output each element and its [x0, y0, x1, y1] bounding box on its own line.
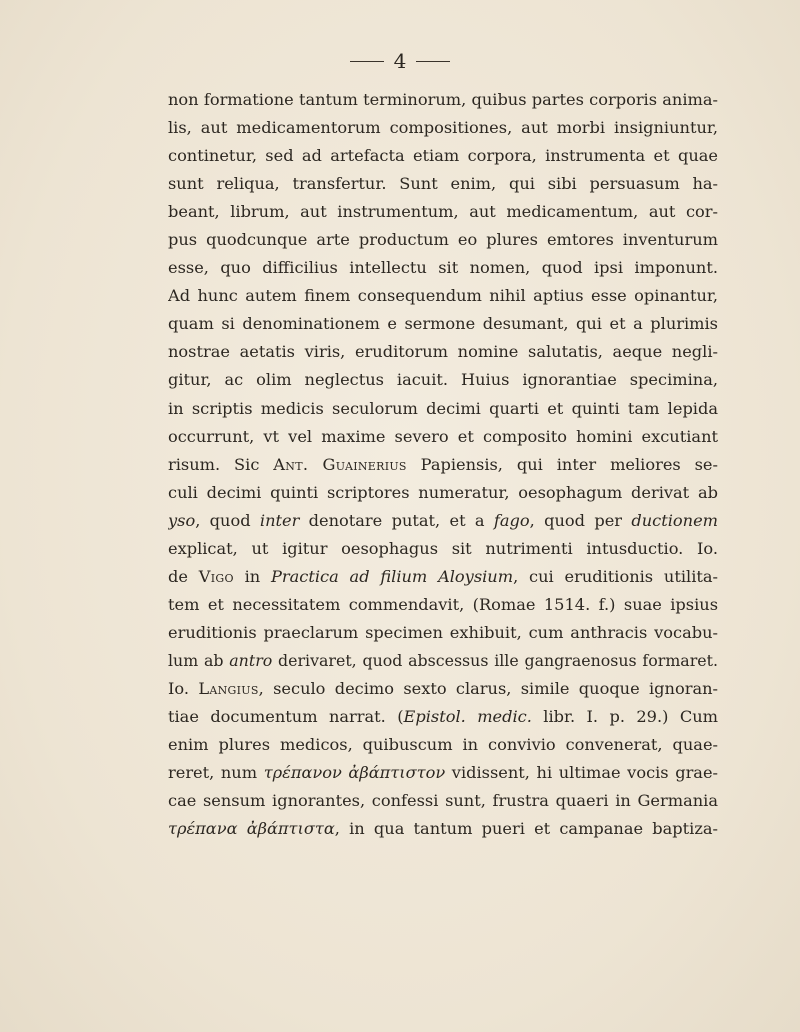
text-line: in scriptis medicis seculorum decimi quarti et quinti tam lepida: [168, 398, 718, 418]
author-name: Vigo: [198, 566, 234, 586]
text-run: Io.: [168, 678, 199, 698]
text-line: [168, 759, 718, 787]
text-line: [168, 451, 718, 479]
page-header: [0, 46, 800, 76]
text-line: tem et necessitatem commendavit, (Romae 1514. f.) suae ipsius: [168, 594, 718, 614]
text-line: occurrunt, vt vel maxime severo et composito homini excutiant: [168, 426, 718, 446]
text-line: enim plures medicos, quibuscum in convivio convenerat, quae-: [168, 735, 718, 755]
text-run: vidissent, hi ultimae vocis grae-: [445, 763, 718, 783]
text-run: , seculo decimo sexto clarus, simile quoque ignoran-: [258, 678, 718, 698]
italic-term: ductionem: [631, 510, 718, 530]
text-run: , quod: [195, 510, 260, 530]
text-run: libr. I. p. 29.) Cum: [531, 707, 718, 727]
greek-term: τρέπανον ἀβάπτιστον: [263, 763, 446, 783]
text-line: lis, aut medicamentorum compositiones, aut morbi insigniuntur,: [168, 118, 718, 138]
text-run: , cui eruditionis utilita-: [513, 566, 718, 586]
author-name: Langius: [198, 678, 259, 698]
text-line: quam si denominationem e sermone desumant, qui et a plurimis: [168, 314, 718, 334]
text-line: sunt reliqua, transfertur. Sunt enim, qui sibi persuasum ha-: [168, 174, 718, 194]
text-run: denotare putat, et a: [299, 510, 494, 530]
citation-title: Epistol. medic.: [403, 707, 532, 727]
header-rule-right: [416, 61, 450, 62]
page-number: 4: [393, 49, 407, 73]
text-line: gitur, ac olim neglectus iacuit. Huius ignorantiae specimina,: [168, 370, 718, 390]
italic-term: antro: [229, 650, 273, 670]
text-line: [168, 563, 718, 591]
book-title: Practica ad filium Aloysium: [271, 566, 514, 586]
text-run: in: [233, 566, 271, 586]
body-text: [168, 86, 718, 843]
text-line: eruditionis praeclarum specimen exhibuit, cum anthracis vocabu-: [168, 622, 718, 642]
text-run: tiae documentum narrat. (: [168, 707, 404, 727]
greek-term: τρέπανα ἀβάπτιστα: [168, 819, 335, 839]
text-line: esse, quo difficilius intellectu sit nomen, quod ipsi imponunt.: [168, 258, 718, 278]
text-run: , in qua tantum pueri et campanae baptiza-: [334, 819, 718, 839]
italic-term: yso: [168, 510, 196, 530]
text-line: continetur, sed ad artefacta etiam corpora, instrumenta et quae: [168, 146, 718, 166]
text-line: non formatione tantum terminorum, quibus partes corporis anima-: [168, 90, 718, 109]
italic-term: inter: [259, 510, 300, 530]
text-line: [168, 675, 718, 703]
text-run: Papiensis, qui inter meliores se-: [406, 454, 718, 474]
text-line: pus quodcunque arte productum eo plures emtores inventurum: [168, 230, 718, 250]
text-line: nostrae aetatis viris, eruditorum nomine salutatis, aeque negli-: [168, 342, 718, 362]
italic-term: fago: [493, 510, 530, 530]
text-line: [168, 815, 718, 843]
text-line: cae sensum ignorantes, confessi sunt, frustra quaeri in Germania: [168, 791, 718, 811]
text-line: [168, 703, 718, 731]
text-line: culi decimi quinti scriptores numeratur, oesophagum derivat ab: [168, 482, 718, 502]
text-run: derivaret, quod abscessus ille gangraenosus formaret.: [272, 650, 718, 670]
text-line: explicat, ut igitur oesophagus sit nutrimenti intusductio. Io.: [168, 538, 718, 558]
text-run: lum ab: [168, 650, 230, 670]
header-rule-left: [350, 61, 384, 62]
text-line: [168, 647, 718, 675]
text-line: [168, 507, 718, 535]
text-line: beant, librum, aut instrumentum, aut medicamentum, aut cor-: [168, 202, 718, 222]
text-run: risum. Sic: [168, 454, 274, 474]
text-line: Ad hunc autem finem consequendum nihil aptius esse opinantur,: [168, 286, 718, 306]
author-name: Ant. Guainerius: [273, 454, 407, 474]
text-run: , quod per: [529, 510, 632, 530]
text-run: de: [168, 566, 199, 586]
text-run: reret, num: [168, 763, 264, 783]
